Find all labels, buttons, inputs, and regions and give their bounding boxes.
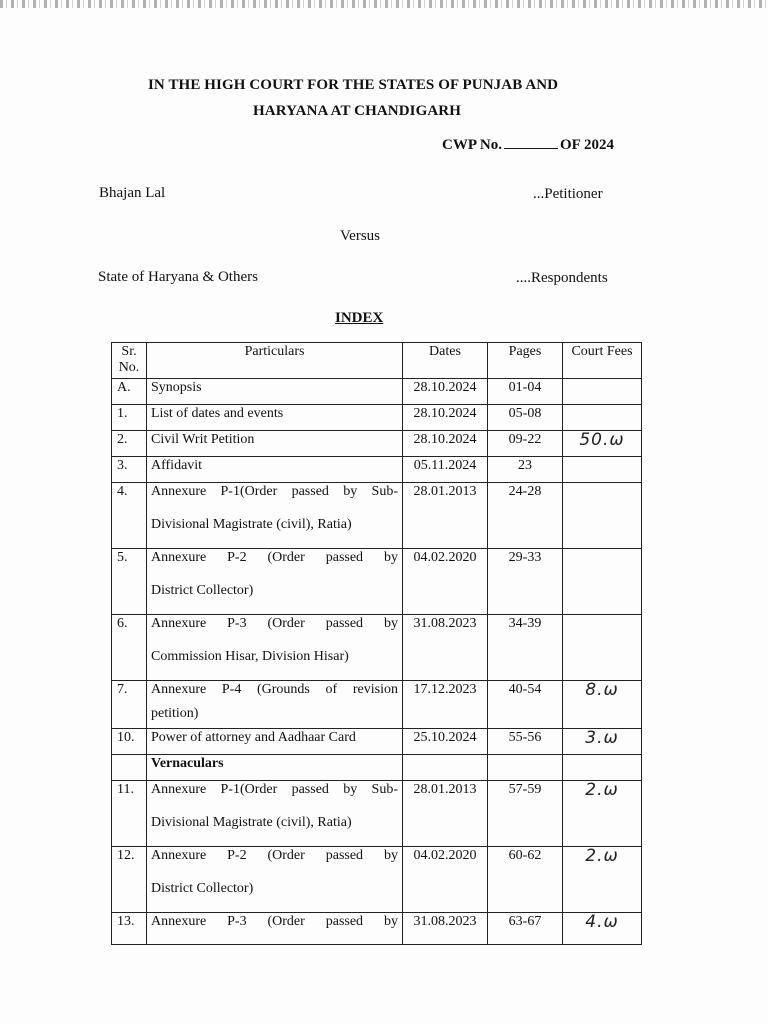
table-row (112, 913, 642, 945)
row-particulars-line-2: Divisional Magistrate (civil), Ratia) (151, 517, 352, 532)
row-court-fee (563, 379, 642, 405)
row-court-fee: 50.ω (563, 431, 642, 457)
row-pages (488, 755, 563, 781)
petitioner-role: ...Petitioner (533, 186, 603, 202)
row-particulars-line-2: District Collector) (151, 881, 254, 896)
respondent-name: State of Haryana & Others (98, 269, 258, 285)
petitioner-name: Bhajan Lal (99, 185, 166, 201)
row-particulars: Civil Writ Petition (147, 431, 403, 457)
row-date: 05.11.2024 (403, 457, 488, 483)
row-pages: 29-33 (488, 549, 563, 615)
row-particulars: Annexure P-3 (Order passed by (147, 913, 403, 945)
row-particulars (147, 483, 403, 549)
table-row (112, 781, 642, 847)
table-row (112, 379, 642, 405)
row-particulars-line-1: Annexure P-1(Order passed by Sub- (151, 484, 398, 499)
row-court-fee: 4.ω (563, 913, 642, 945)
index-title: INDEX (335, 310, 384, 326)
row-pages: 34-39 (488, 615, 563, 681)
court-heading-line-2: HARYANA AT CHANDIGARH (253, 103, 461, 119)
table-row (112, 729, 642, 755)
row-court-fee: 2.ω (563, 781, 642, 847)
row-date: 25.10.2024 (403, 729, 488, 755)
table-row (112, 549, 642, 615)
row-pages: 09-22 (488, 431, 563, 457)
case-number (442, 137, 614, 154)
row-particulars (147, 615, 403, 681)
row-date: 28.10.2024 (403, 379, 488, 405)
table-header-row (112, 343, 642, 379)
header-pages: Pages (488, 343, 563, 379)
row-particulars: Affidavit (147, 457, 403, 483)
row-particulars-line-1: Annexure P-2 (Order passed by (151, 550, 398, 565)
row-sr: 4. (112, 483, 147, 549)
court-heading-line-1: IN THE HIGH COURT FOR THE STATES OF PUNJAB AND (148, 77, 559, 93)
table-row (112, 615, 642, 681)
row-sr: 12. (112, 847, 147, 913)
row-pages: 01-04 (488, 379, 563, 405)
row-sr: 10. (112, 729, 147, 755)
row-date: 28.10.2024 (403, 431, 488, 457)
row-particulars-line-1: Annexure P-2 (Order passed by (151, 848, 398, 863)
table-row (112, 681, 642, 729)
row-court-fee: 8.ω (563, 681, 642, 729)
row-court-fee (563, 457, 642, 483)
row-date: 04.02.2020 (403, 847, 488, 913)
row-pages: 23 (488, 457, 563, 483)
row-date: 28.01.2013 (403, 483, 488, 549)
row-pages: 57-59 (488, 781, 563, 847)
row-sr: A. (112, 379, 147, 405)
row-sr: 2. (112, 431, 147, 457)
row-sr: 3. (112, 457, 147, 483)
row-date: 31.08.2023 (403, 913, 488, 945)
table-row (112, 405, 642, 431)
table-row (112, 431, 642, 457)
row-particulars: Vernaculars (147, 755, 403, 781)
row-date: 28.01.2013 (403, 781, 488, 847)
row-pages: 24-28 (488, 483, 563, 549)
table-row (112, 457, 642, 483)
row-particulars (147, 549, 403, 615)
row-court-fee: 2.ω (563, 847, 642, 913)
row-sr: 11. (112, 781, 147, 847)
row-pages: 60-62 (488, 847, 563, 913)
row-pages: 05-08 (488, 405, 563, 431)
row-particulars (147, 681, 403, 729)
row-particulars-line-2: Divisional Magistrate (civil), Ratia) (151, 815, 352, 830)
case-number-suffix: OF 2024 (560, 137, 615, 153)
row-date: 04.02.2020 (403, 549, 488, 615)
row-court-fee (563, 755, 642, 781)
scan-edge-artifact (0, 0, 768, 8)
row-particulars (147, 781, 403, 847)
row-date: 17.12.2023 (403, 681, 488, 729)
row-sr (112, 755, 147, 781)
row-pages: 55-56 (488, 729, 563, 755)
row-sr: 13. (112, 913, 147, 945)
row-pages: 40-54 (488, 681, 563, 729)
row-particulars-line-1: Annexure P-3 (Order passed by (151, 616, 398, 631)
row-sr: 1. (112, 405, 147, 431)
row-sr: 7. (112, 681, 147, 729)
row-particulars (147, 847, 403, 913)
header-sr-no: Sr. No. (112, 343, 147, 379)
header-court-fees: Court Fees (563, 343, 642, 379)
table-row (112, 847, 642, 913)
row-particulars-line-2: petition) (151, 706, 199, 721)
row-particulars-line-2: District Collector) (151, 583, 254, 598)
row-court-fee (563, 405, 642, 431)
versus-label: Versus (340, 228, 380, 244)
row-court-fee (563, 615, 642, 681)
row-date: 28.10.2024 (403, 405, 488, 431)
row-particulars-line-1: Annexure P-1(Order passed by Sub- (151, 782, 398, 797)
row-particulars: Synopsis (147, 379, 403, 405)
row-date (403, 755, 488, 781)
row-court-fee: 3.ω (563, 729, 642, 755)
row-date: 31.08.2023 (403, 615, 488, 681)
table-row (112, 483, 642, 549)
respondent-role: ....Respondents (516, 270, 608, 286)
index-table (111, 342, 642, 945)
row-particulars: List of dates and events (147, 405, 403, 431)
row-particulars-line-1: Annexure P-4 (Grounds of revision (151, 682, 398, 697)
header-particulars: Particulars (147, 343, 403, 379)
row-court-fee (563, 483, 642, 549)
case-number-prefix: CWP No. (442, 137, 502, 153)
row-particulars: Power of attorney and Aadhaar Card (147, 729, 403, 755)
row-pages: 63-67 (488, 913, 563, 945)
row-court-fee (563, 549, 642, 615)
case-number-blank (504, 148, 558, 149)
row-particulars-line-2: Commission Hisar, Division Hisar) (151, 649, 349, 664)
table-row-subheading (112, 755, 642, 781)
row-sr: 5. (112, 549, 147, 615)
header-dates: Dates (403, 343, 488, 379)
row-sr: 6. (112, 615, 147, 681)
